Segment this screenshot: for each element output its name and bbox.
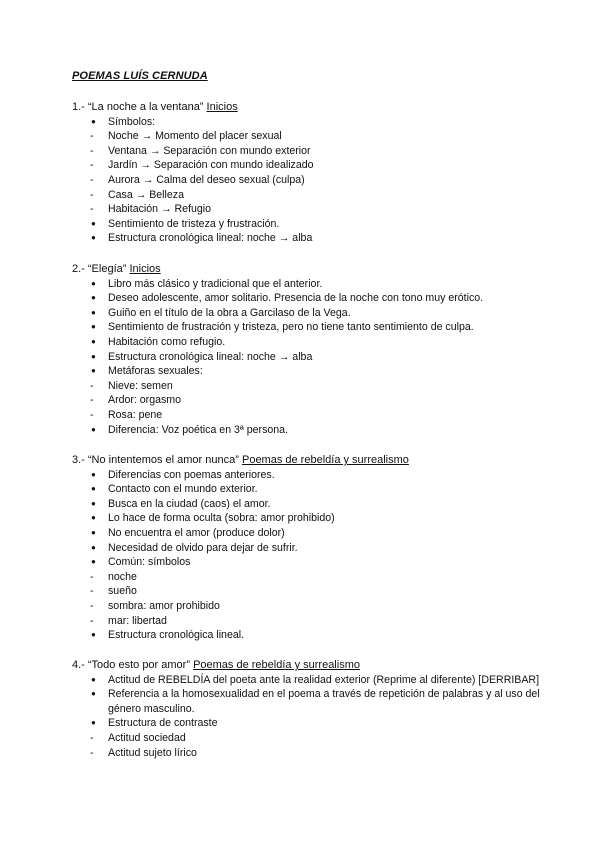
item-text: Actitud sujeto lírico [108, 746, 197, 759]
section-heading-text: 2.- “Elegía” [72, 263, 127, 275]
section [72, 100, 542, 246]
bullet-item [72, 115, 542, 130]
section-heading-text: 1.- “La noche a la ventana” [72, 101, 204, 113]
bullet-item [72, 628, 542, 643]
bullet-marker: ● [91, 513, 96, 523]
item-text: Necesidad de olvido para dejar de sufrir. [108, 541, 298, 554]
bullet-item [72, 555, 542, 570]
bullet-marker: ● [91, 278, 96, 288]
item-text: Ventana → Separación con mundo exterior [108, 144, 311, 157]
bullet-item [72, 217, 542, 232]
bullet-marker: ● [91, 322, 96, 332]
bullet-item [72, 716, 542, 731]
dash-item [72, 188, 542, 203]
bullet-marker: ● [91, 630, 96, 640]
section-category: Poemas de rebeldía y surrealismo [241, 454, 409, 466]
item-text: Busca en la ciudad (caos) el amor. [108, 497, 271, 510]
dash-item [72, 129, 542, 144]
dash-marker: - [90, 731, 94, 744]
item-text: Aurora → Calma del deseo sexual (culpa) [108, 173, 305, 186]
bullet-marker: ● [91, 293, 96, 303]
bullet-marker: ● [91, 484, 96, 494]
dash-item [72, 158, 542, 173]
bullet-marker: ● [91, 366, 96, 376]
dash-item [72, 614, 542, 629]
item-text: Ardor: orgasmo [108, 394, 182, 407]
item-text: Habitación como refugio. [108, 335, 226, 348]
bullet-item [72, 320, 542, 335]
dash-item [72, 393, 542, 408]
dash-item [72, 746, 542, 761]
bullet-marker: ● [91, 424, 96, 434]
item-text: Referencia a la homosexualidad en el poema a través de repetición de palabras y al uso del género masculino. [108, 688, 540, 715]
bullet-marker: ● [91, 218, 96, 228]
bullet-marker: ● [91, 542, 96, 552]
bullet-item [72, 541, 542, 556]
bullet-marker: ● [91, 336, 96, 346]
dash-item [72, 731, 542, 746]
item-text: Nieve: semen [108, 379, 173, 392]
bullet-item [72, 687, 542, 716]
dash-marker: - [90, 408, 94, 421]
item-text: mar: libertad [108, 614, 167, 627]
item-text: Habitación → Refugio [108, 203, 212, 216]
bullet-item [72, 511, 542, 526]
bullet-marker: ● [91, 307, 96, 317]
section [72, 658, 542, 760]
bullet-marker: ● [91, 674, 96, 684]
dash-marker: - [90, 159, 94, 172]
bullet-item [72, 468, 542, 483]
section-heading [72, 100, 542, 115]
bullet-item [72, 291, 542, 306]
bullet-item [72, 306, 542, 321]
bullet-marker: ● [91, 233, 96, 243]
item-text: Contacto con el mundo exterior. [108, 483, 258, 496]
bullet-marker: ● [91, 557, 96, 567]
dash-marker: - [90, 599, 94, 612]
bullet-item [72, 423, 542, 438]
dash-item [72, 599, 542, 614]
item-text: Diferencia: Voz poética en 3ª persona. [108, 423, 289, 436]
section-category: Inicios [206, 101, 238, 113]
item-text: sombra: amor prohibido [108, 599, 220, 612]
dash-marker: - [90, 173, 94, 186]
dash-item [72, 584, 542, 599]
item-text: Sentimiento de tristeza y frustración. [108, 217, 280, 230]
item-text: Metáforas sexuales: [108, 365, 203, 378]
bullet-item [72, 482, 542, 497]
bullet-item [72, 231, 542, 246]
bullet-marker: ● [91, 116, 96, 126]
section-category: Inicios [129, 263, 161, 275]
item-text: noche [108, 570, 137, 583]
bullet-marker: ● [91, 469, 96, 479]
bullet-marker: ● [91, 351, 96, 361]
bullet-item [72, 350, 542, 365]
dash-marker: - [90, 570, 94, 583]
item-text: Noche → Momento del placer sexual [108, 130, 282, 143]
section-heading-text: 3.- “No intentemos el amor nunca” [72, 454, 239, 466]
dash-marker: - [90, 203, 94, 216]
dash-marker: - [90, 188, 94, 201]
document-title: POEMAS LUÍS CERNUDA [72, 70, 208, 82]
item-text: Diferencias con poemas anteriores. [108, 468, 275, 481]
dash-item [72, 144, 542, 159]
bullet-item [72, 335, 542, 350]
section-heading [72, 262, 542, 277]
item-text: Deseo adolescente, amor solitario. Presencia de la noche con tono muy erótico. [108, 292, 484, 305]
bullet-marker: ● [91, 527, 96, 537]
section-heading [72, 658, 542, 673]
dash-marker: - [90, 585, 94, 598]
item-text: Actitud sociedad [108, 731, 186, 744]
dash-marker: - [90, 144, 94, 157]
section-category: Poemas de rebeldía y surrealismo [193, 659, 360, 671]
item-text: Actitud de REBELDÍA del poeta ante la realidad exterior (Reprime al diferente) [DERRIBAR] [108, 673, 540, 686]
item-text: Guiño en el título de la obra a Garcilaso de la Vega. [108, 306, 351, 319]
dash-marker: - [90, 379, 94, 392]
item-text: Rosa: pene [108, 408, 163, 421]
item-text: Común: símbolos [108, 556, 191, 569]
item-text: No encuentra el amor (produce dolor) [108, 526, 285, 539]
item-text: Libro más clásico y tradicional que el anterior. [108, 277, 323, 290]
item-text: Lo hace de forma oculta (sobra: amor prohibido) [108, 512, 335, 525]
bullet-item [72, 526, 542, 541]
item-text: Estructura cronológica lineal: noche → alba [108, 350, 313, 363]
bullet-marker: ● [91, 718, 96, 728]
item-text: Jardín → Separación con mundo idealizado [108, 159, 314, 172]
bullet-item [72, 673, 542, 688]
dash-item [72, 570, 542, 585]
dash-item [72, 202, 542, 217]
dash-item [72, 408, 542, 423]
item-text: Casa → Belleza [108, 188, 184, 201]
dash-item [72, 173, 542, 188]
item-text: Estructura de contraste [108, 717, 218, 730]
bullet-marker: ● [91, 689, 96, 699]
dash-marker: - [90, 614, 94, 627]
item-text: Sentimiento de frustración y tristeza, pero no tiene tanto sentimiento de culpa. [108, 321, 474, 334]
dash-marker: - [90, 394, 94, 407]
section [72, 262, 542, 437]
bullet-item [72, 277, 542, 292]
bullet-item [72, 497, 542, 512]
section-heading-text: 4.- “Todo esto por amor” [72, 659, 190, 671]
item-text: Estructura cronológica lineal. [108, 629, 245, 642]
item-text: Estructura cronológica lineal: noche → alba [108, 232, 313, 245]
dash-item [72, 379, 542, 394]
dash-marker: - [90, 746, 94, 759]
dash-marker: - [90, 130, 94, 143]
bullet-item [72, 364, 542, 379]
item-text: sueño [108, 585, 137, 598]
item-text: Símbolos: [108, 115, 156, 128]
section [72, 453, 542, 643]
section-heading [72, 453, 542, 468]
bullet-marker: ● [91, 498, 96, 508]
